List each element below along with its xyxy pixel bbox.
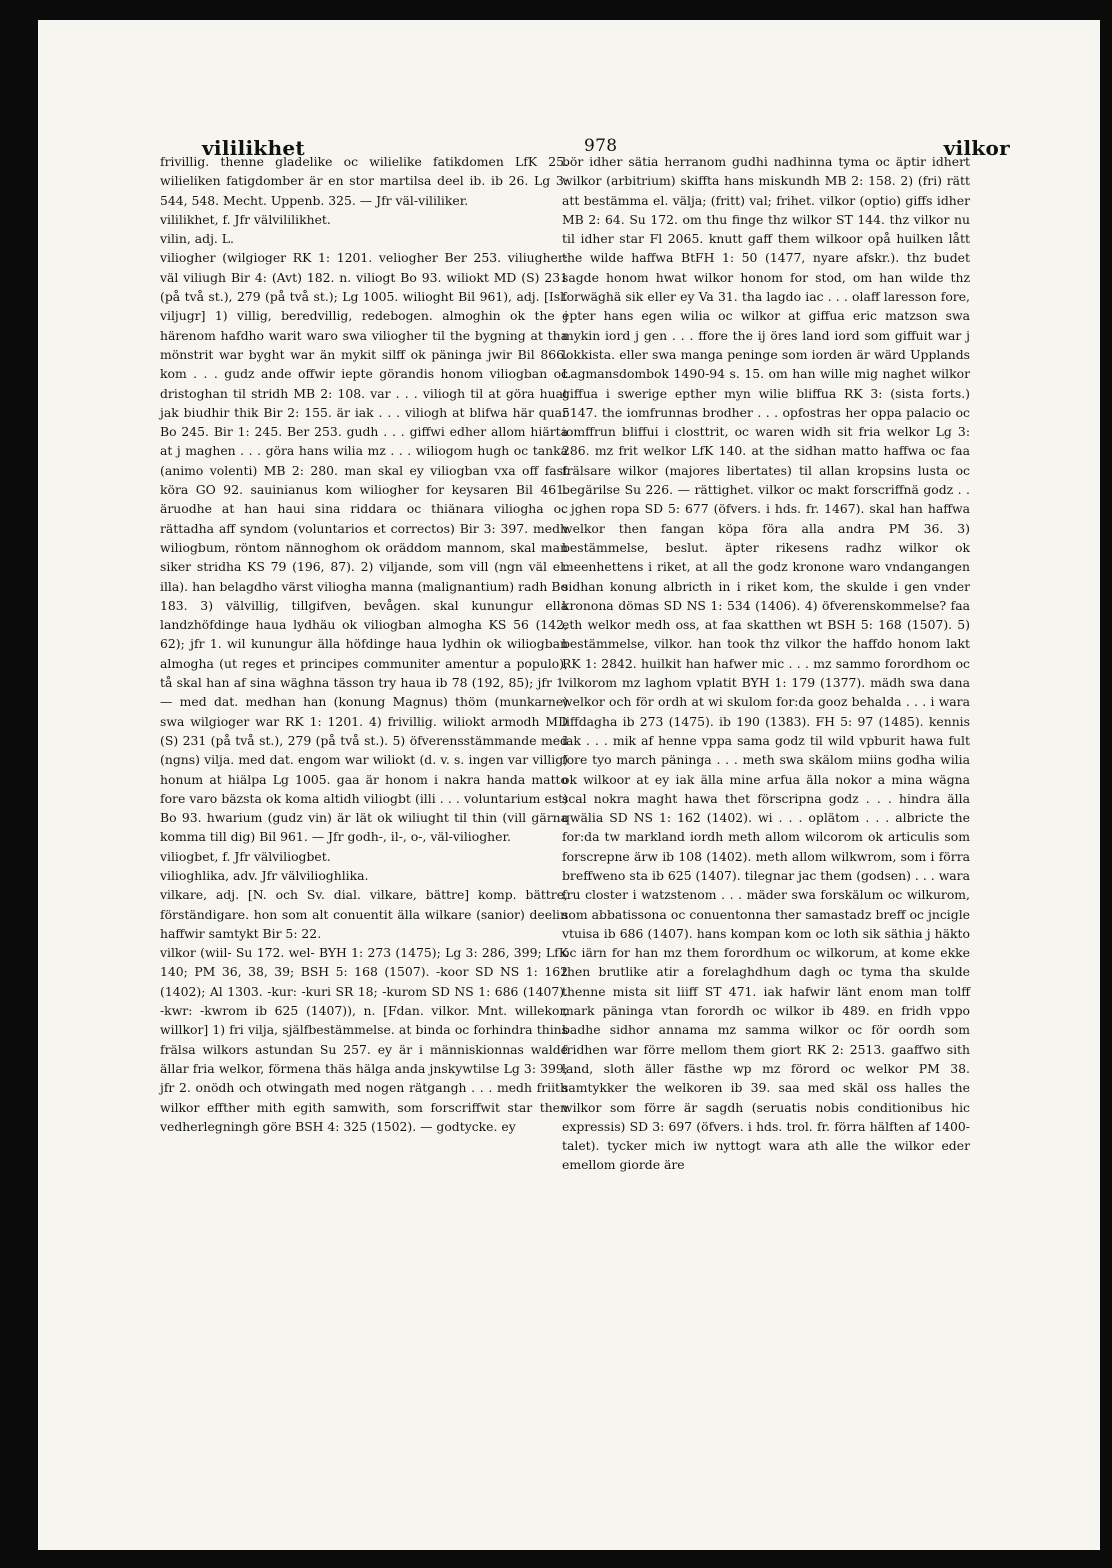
entry-vilkor: vilkor (wiil- Su 172. wel- BYH 1: 273 (1475); Lg 3: 286, 399; LfK 140; PM 36, 38, 39; BSH 5: 168 (1507). -koor SD NS 1: 162 (1402); Al 1303. -kur: -kuri SR 18; -kurom SD NS 1: 686 (1407). -kwr: -kwrom ib 625 (1407)), n. [Fdan. vilkor. Mnt. willekor, willkor] 1) fri vilja, själfbestämmelse. at binda oc forhindra thins frälsa wilkors astundan Su 257. ey är i människionnas walde ällar fria welkor, förmena thäs hälga anda jnskywtilse Lg 3: 399; jfr 2. onödh och otwingath med nogen rätgangh . . . medh friith wilkor effther mith egith samwith, som forscriffwit star then vedherlegningh göre BSH 4: 325 (1502). — godtycke. ey <box>160 945 568 1134</box>
page-number: 978 <box>584 136 618 156</box>
entry-vilioghlika: vilioghlika, adv. Jfr välvilioghlika. <box>160 867 369 883</box>
entry-vilin: vilin, adj. L. <box>160 231 234 247</box>
right-column <box>562 152 970 1175</box>
entry-vilkor-continued: bör idher sätia herranom gudhi nadhinna tyma oc äptir idhert wilkor (arbitrium) skiffta hans miskundh MB 2: 158. 2) (fri) rätt att bestämma el. välja; (fritt) val; frihet. vilkor (optio) giffs idher MB 2: 64. Su 172. om thu finge thz wilkor ST 144. thz vilkor nu til idher star Fl 2065. knutt gaff them wilkoor opå huilken lått the wilde haffwa BtFH 1: 50 (1477, nyare afskr.). thz budet sagde honom hwat wilkor honom for stod, om han wilde thz forwäghä sik eller ey Va 31. tha lagdo iac . . . olaff laresson fore, epter hans egen wilia oc wilkor at giffua eric matzson swa mykin iord j gen . . . ffore the ij öres land iord som giffuit war j lokkista. eller swa manga peninge som iorden är wärd Upplands Lagmansdombok 1490-94 s. 15. om han wille mig naghet wilkor giffua i swerige epther myn wilie bliffua RK 3: (sista forts.) 5147. the iomfrunnas brodher . . . opfostras her oppa palacio oc iomffrun bliffui i closttrit, oc waren widh sit fria welkor Lg 3: 286. mz frit welkor LfK 140. at the sidhan matto haffwa oc faa frälsare wilkor (majores libertates) til allan kropsins lusta oc begärilse Su 226. — rättighet. vilkor oc makt forscriffnä godz . . . jghen ropa SD 5: 677 (öfvers. i hds. fr. 1467). skal han haffwa welkor then fangan köpa föra alla andra PM 36. 3) bestämmelse, beslut. äpter rikesens radhz wilkor ok meenhettens i riket, at all the godz kronone waro vndangangen sidhan konung albricth in i riket kom, the skulde i gen vnder kronona dömas SD NS 1: 534 (1406). 4) öfverenskommelse? faa eth welkor medh oss, at faa skatthen wt BSH 5: 168 (1507). 5) bestämmelse, vilkor. han took thz vilkor the haffdo honom lakt RK 1: 2842. huilkit han hafwer mic . . . mz sammo forordhom oc vilkorom mz laghom vplatit BYH 1: 179 (1377). mädh swa dana welkor och för ordh at wi skulom for:da gooz behalda . . . i wara liffdagha ib 273 (1475). ib 190 (1383). FH 5: 97 (1485). kennis iak . . . mik af henne vppa sama godz til wild vpburit hawa fult fore tyo march päninga . . . meth swa skälom miins godha wilia ok wilkoor at ey iak älla mine arfua älla nokor a mina wägna scal nokra maght hawa thet förscripna godz . . . hindra älla qwälia SD NS 1: 162 (1402). wi . . . oplätom . . . albricte the for:da tw markland iordh meth allom wilcorom ok articulis som forscrepne ärw ib 108 (1402). meth allom wilkwrom, som i förra breffweno sta ib 625 (1407). tilegnar jac them (godsen) . . . wara fru closter i watzstenom . . . mäder swa forskälum oc wilkurom, som abbatissona oc conuentonna ther samastadz breff oc jncigle vtuisa ib 686 (1407). hans kompan kom oc loth sik säthia j häkto oc iärn for han mz them forordhum oc wilkorum, at kome ekke then brutlike atir a forelaghdhum dagh oc tyma tha skulde thenne mista sit liiff ST 471. iak hafwir länt enom man tolff mark päninga vtan forordh oc wilkor ib 489. en fridh vppo badhe sidhor annama mz samma wilkor oc för oordh som fridhen war förre mellom them giort RK 2: 2513. gaaffwo sith land, sloth äller fästhe wp mz förord oc welkor PM 38. samtykker the welkoren ib 39. saa med skäl oss halles the wilkor som förre är sagdh (seruatis nobis conditionibus hic expressis) SD 3: 697 (öfvers. i hds. trol. fr. förra hälften af 1400-talet). tycker mich iw nyttogt wara ath alle the wilkor eder emellom giorde äre <box>562 154 970 1173</box>
entry-vilkare: vilkare, adj. [N. och Sv. dial. vilkare, bättre] komp. bättre, förständigare. hon som alt conuentit älla wilkare (sanior) deelin haffwir samtykt Bir 5: 22. <box>160 887 568 941</box>
left-column <box>160 152 568 1136</box>
running-head-right: vilkor <box>943 136 1010 160</box>
entry-viliogbet: viliogbet, f. Jfr välviliogbet. <box>160 848 331 864</box>
entry-vililikhet: vililikhet, f. Jfr välvililikhet. <box>160 211 331 227</box>
entry-continuation: frivillig. thenne gladelike oc wilielike fatikdomen LfK 25. wilieliken fatigdomber är en stor martilsa deel ib. ib 26. Lg 3: 544, 548. Mecht. Uppenb. 325. — Jfr väl-vililiker. <box>160 154 568 208</box>
entry-viliogher: viliogher (wilgioger RK 1: 1201. veliogher Ber 253. viliugher: väl viliugh Bir 4: (Avt) 182. n. viliogt Bo 93. wiliokt MD (S) 231 (på två st.), 279 (på två st.); Lg 1005. wilioght Bil 961), adj. [Isl. viljugr] 1) villig, beredvillig, redebogen. almoghin ok the j härenom hafdho warit waro swa viliogher til the bygning at tha mönstrit war byght war än mykit silff ok päninga jwir Bil 866. kom . . . gudz ande offwir iepte görandis honom viliogban oc dristoghan til stridh MB 2: 108. var . . . viliogh til at göra huat jak biudhir thik Bir 2: 155. är iak . . . viliogh at blifwa här quar Bo 245. Bir 1: 245. Ber 253. gudh . . . giffwi edher allom hiärta at j maghen . . . göra hans wilia mz . . . wiliogom hugh oc tanka (animo volenti) MB 2: 280. man skal ey viliogban vxa off fast köra GO 92. sauinianus kom wiliogher for keysaren Bil 461. äruodhe at han haui sina riddara oc thiänara viliogha oc rättadha aff syndom (voluntarios et correctos) Bir 3: 397. medh wiliogbum, röntom nännoghom ok oräddom mannom, skal man siker stridha KS 79 (196, 87). 2) viljande, som vill (ngn väl el. illa). han belagdho värst viliogha manna (malignantium) radh Bo 183. 3) välvillig, tillgifven, bevågen. skal kunungur ella landzhöfdinge haua lydhäu ok viliogban almogha KS 56 (142, 62); jfr 1. wil kunungur älla höfdinge haua lydhin ok wiliogban almogha (ut reges et principes communiter amentur a populo), tå skal han af sina wäghna tässon try haua ib 78 (192, 85); jfr 1. — med dat. medhan han (konung Magnus) thöm (munkarne) swa wilgioger war RK 1: 1201. 4) frivillig. wiliokt armodh MD (S) 231 (på två st.), 279 (på två st.). 5) öfverensstämmande med (ngns) vilja. med dat. engom war wiliokt (d. v. s. ingen var villig) honum at hiälpa Lg 1005. gaa är honom i nakra handa matto fore varo bäzsta ok koma altidh viliogbt (illi . . . voluntarium est) Bo 93. hwarium (gudz vin) är lät ok wiliught til thin (vill gärna komma till dig) Bil 961. — Jfr godh-, il-, o-, väl-viliogher. <box>160 250 568 845</box>
running-head-left: vililikhet <box>202 136 305 160</box>
